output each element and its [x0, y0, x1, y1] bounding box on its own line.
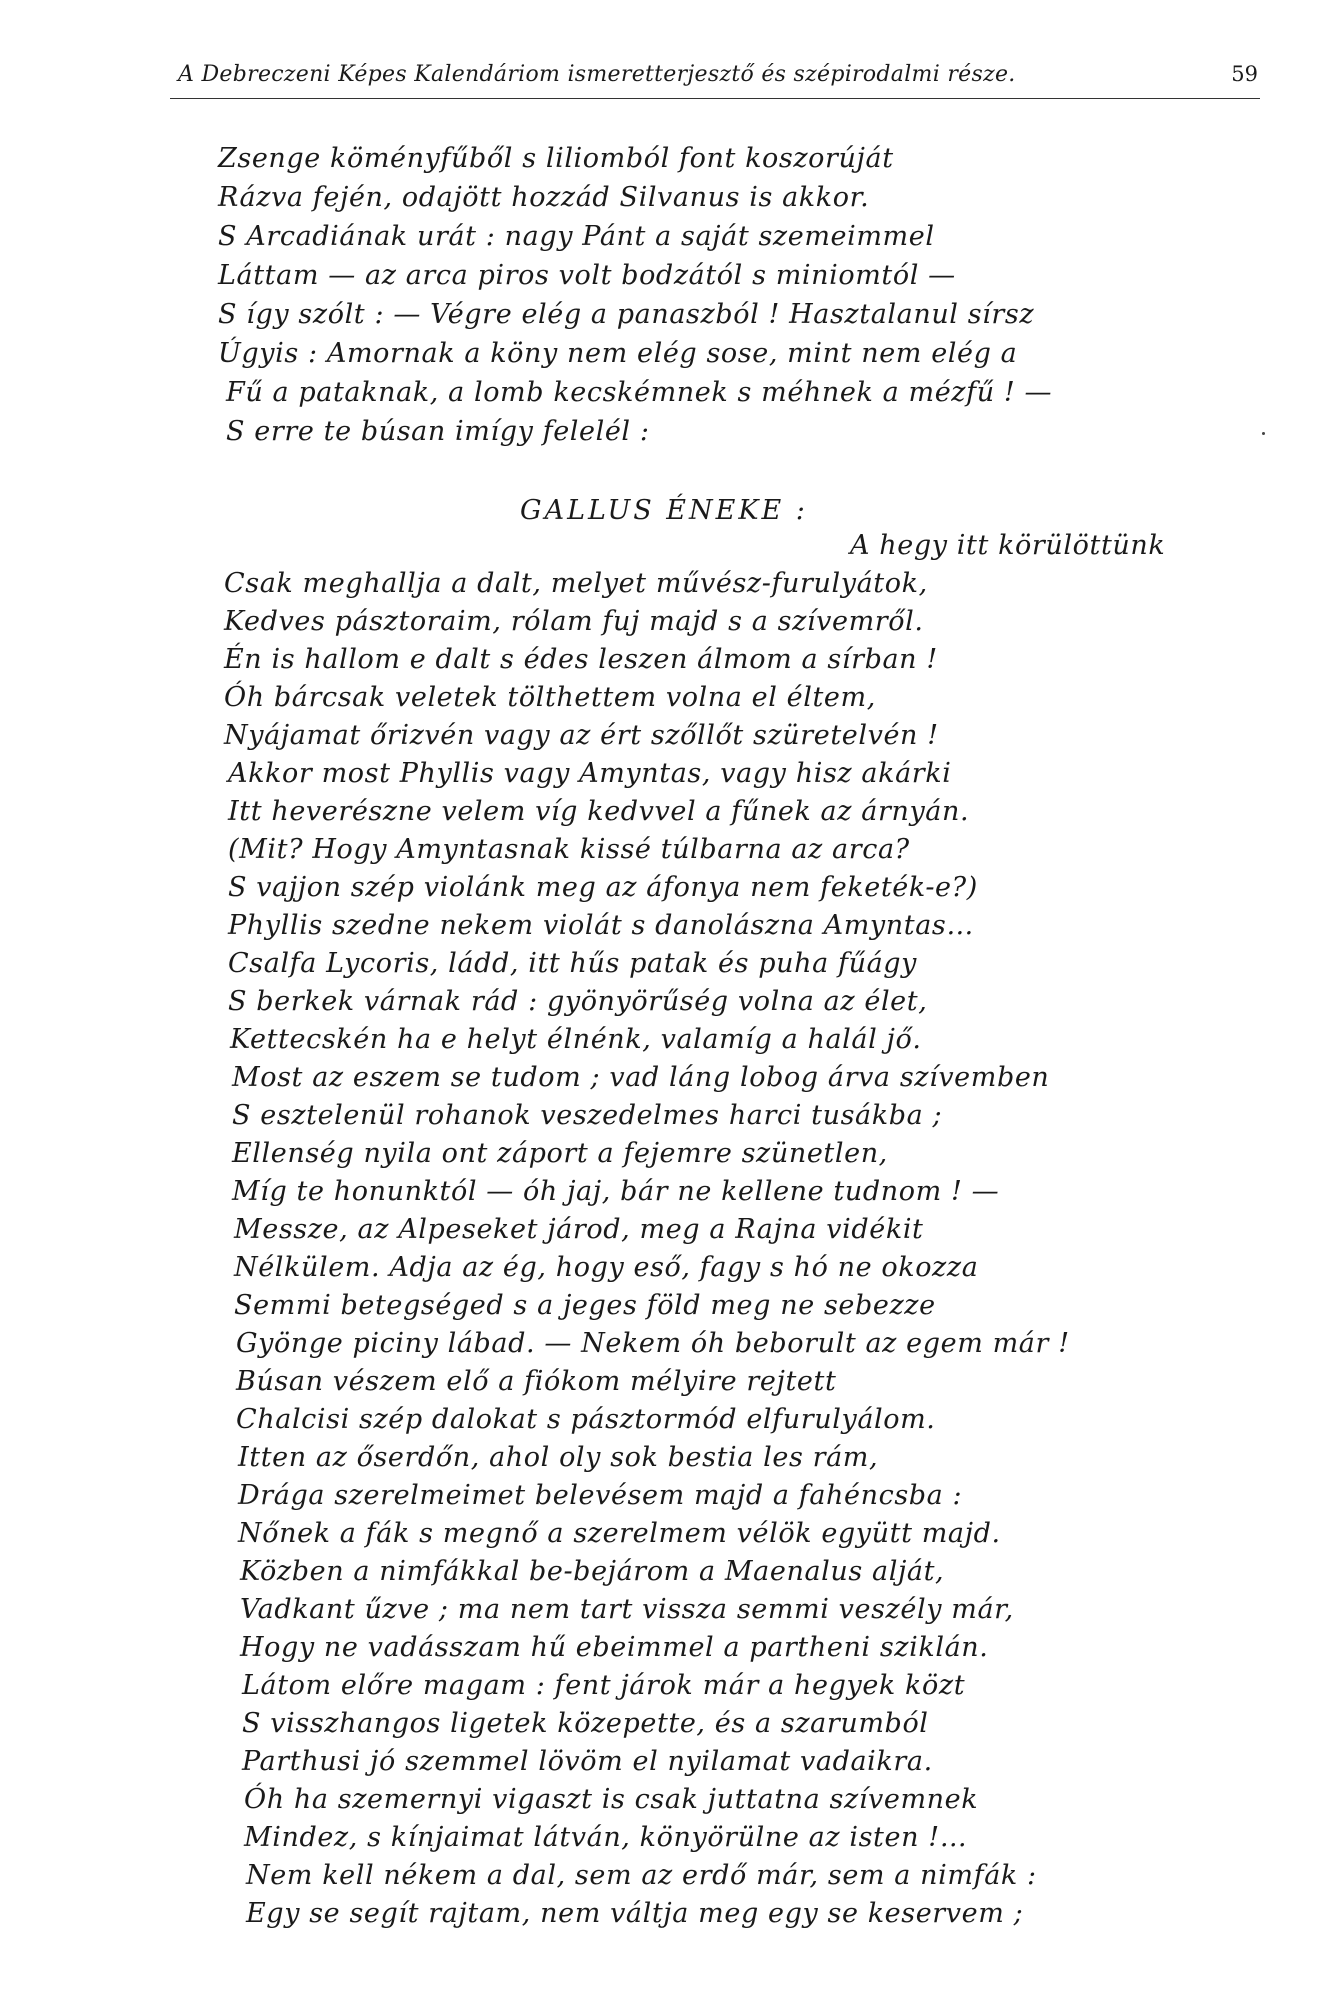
opening-half-line: A hegy itt körülöttünk [850, 530, 1166, 561]
poem-line: Úgyis : Amornak a köny nem elég sose, mint nem elég a [218, 338, 1018, 369]
section-heading: GALLUS ÉNEKE : [520, 495, 808, 526]
poem-line: Óh bárcsak veletek tölthettem volna el éltem, [224, 682, 876, 713]
poem-line: Parthusi jó szemmel lövöm el nyilamat vadaikra. [242, 1746, 933, 1777]
poem-line: Nélkülem. Adja az ég, hogy eső, fagy s hó ne okozza [234, 1252, 979, 1283]
poem-line: Ellenség nyila ont záport a fejemre szünetlen, [232, 1138, 888, 1169]
poem-line: S esztelenül rohanok veszedelmes harci tusákba ; [232, 1100, 943, 1131]
poem-line: S így szólt : — Végre elég a panaszból ! Hasztalanul sírsz [218, 299, 1035, 330]
poem-line: Nem kell nékem a dal, sem az erdő már, sem a nimfák : [246, 1860, 1037, 1891]
poem-line: Semmi betegséged s a jeges föld meg ne sebezze [234, 1290, 936, 1321]
poem-line: S berkek várnak rád : gyönyörűség volna az élet, [228, 986, 928, 1017]
poem-line: Egy se segít rajtam, nem váltja meg egy se keservem ; [246, 1898, 1024, 1929]
poem-line: Rázva fején, odajött hozzád Silvanus is akkor. [218, 182, 870, 213]
print-speck [1262, 432, 1265, 435]
running-head [178, 62, 1258, 92]
poem-line: S erre te búsan imígy felelél : [226, 416, 650, 447]
poem-line: Kedves pásztoraim, rólam fuj majd s a szívemről. [224, 606, 924, 637]
poem-line: S vajjon szép violánk meg az áfonya nem feketék-e?) [228, 872, 978, 903]
poem-line: Én is hallom e dalt s édes leszen álmom a sírban ! [224, 644, 938, 675]
running-title: A Debreczeni Képes Kalendáriom ismeretterjesztő és szépirodalmi része. [178, 62, 1016, 87]
poem-line: Óh ha szemernyi vigaszt is csak juttatna szívemnek [244, 1784, 979, 1815]
poem-line: Vadkant űzve ; ma nem tart vissza semmi veszély már, [240, 1594, 1014, 1625]
poem-line: Kettecskén ha e helyt élnénk, valamíg a halál jő. [230, 1024, 922, 1055]
poem-line: Chalcisi szép dalokat s pásztormód elfurulyálom. [236, 1404, 936, 1435]
poem-line: Búsan vészem elő a fiókom mélyire rejtett [236, 1366, 837, 1397]
poem-line: Itten az őserdőn, ahol oly sok bestia les rám, [238, 1442, 879, 1473]
poem-line: Itt heverészne velem víg kedvvel a fűnek az árnyán. [228, 796, 970, 827]
poem-line: Drága szerelmeimet belevésem majd a fahéncsba : [238, 1480, 963, 1511]
poem-line: S visszhangos ligetek közepette, és a szarumból [242, 1708, 929, 1739]
poem-line: Fű a pataknak, a lomb kecskémnek s méhnek a mézfű ! — [226, 377, 1053, 408]
header-rule [170, 98, 1260, 99]
poem-line: Nőnek a fák s megnő a szerelmem vélök együtt majd. [238, 1518, 1001, 1549]
poem-line: Csalfa Lycoris, ládd, itt hűs patak és puha fűágy [228, 948, 918, 979]
poem-line: (Mit? Hogy Amyntasnak kissé túlbarna az arca? [228, 834, 910, 865]
poem-line: Gyönge piciny lábad. — Nekem óh beborult az egem már ! [236, 1328, 1070, 1359]
poem-line: S Arcadiának urát : nagy Pánt a saját szemeimmel [218, 221, 935, 252]
poem-line: Nyájamat őrizvén vagy az ért szőllőt szüretelvén ! [224, 720, 939, 751]
poem-line: Akkor most Phyllis vagy Amyntas, vagy hisz akárki [228, 758, 952, 789]
poem-line: Mindez, s kínjaimat látván, könyörülne az isten !… [244, 1822, 968, 1853]
poem-line: Csak meghallja a dalt, melyet művész-furulyátok, [224, 568, 928, 599]
poem-line: Közben a nimfákkal be-bejárom a Maenalus alját, [240, 1556, 945, 1587]
poem-line: Messze, az Alpeseket járod, meg a Rajna vidékit [234, 1214, 924, 1245]
poem-line: Most az eszem se tudom ; vad láng lobog árva szívemben [232, 1062, 1050, 1093]
poem-line: Láttam — az arca piros volt bodzától s miniomtól — [218, 260, 956, 291]
poem-line: Míg te honunktól — óh jaj, bár ne kellene tudnom ! — [232, 1176, 1000, 1207]
poem-line: Látom előre magam : fent járok már a hegyek közt [242, 1670, 966, 1701]
page-number: 59 [1231, 62, 1258, 86]
poem-line: Phyllis szedne nekem violát s danolászna Amyntas… [228, 910, 974, 941]
poem-line: Zsenge köményfűből s liliomból font koszorúját [218, 143, 894, 174]
poem-line: Hogy ne vadásszam hű ebeimmel a partheni sziklán. [240, 1632, 989, 1663]
